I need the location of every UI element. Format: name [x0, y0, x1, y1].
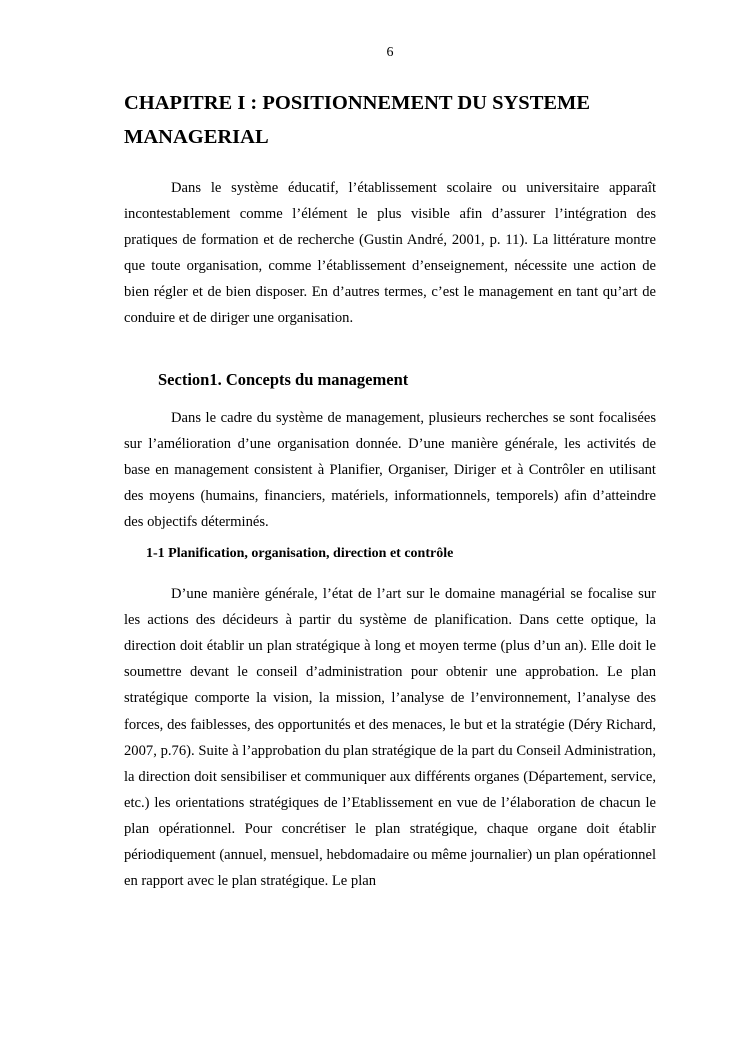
subsection-title: 1-1 Planification, organisation, direction et contrôle — [146, 546, 454, 562]
page-content — [124, 86, 656, 894]
subsection-body-paragraph: D’une manière générale, l’état de l’art sur le domaine managérial se focalise sur les actions des décideurs à partir du système de planification. Dans cette optique, la direction doit établir un plan stratégique à long et moyen terme (plus d’un an). Elle doit le soumettre devant le conseil d’administration pour obtenir une approbation. Le plan stratégique comporte la vision, la mission, l’analyse de l’environnement, l’analyse des forces, des faiblesses, des opportunités et des menaces, le but et la stratégie (Déry Richard, 2007, p.76). Suite à l’approbation du plan stratégique de la part du Conseil Administration, la direction doit sensibiliser et communiquer aux différents organes (Département, service, etc.) les orientations stratégiques de l’Etablissement en vue de l’élaboration de chacun le plan opérationnel. Pour concrétiser le plan stratégique, chaque organe doit établir périodiquement (annuel, mensuel, hebdomadaire ou même journalier) un plan opérationnel en rapport avec le plan stratégique. Le plan — [124, 586, 656, 890]
section-title: Section1. Concepts du management — [158, 369, 409, 389]
page-number: 6 — [386, 45, 394, 60]
chapter-title: CHAPITRE I : POSITIONNEMENT DU SYSTEME MANAGERIAL — [124, 92, 591, 148]
section-intro-paragraph: Dans le cadre du système de management, plusieurs recherches se sont focalisées sur l’amélioration d’une organisation donnée. D’une manière générale, les activités de base en management consistent à Planifier, Organiser, Diriger et à Contrôler en utilisant des moyens (humains, financiers, matériels, informationnels, temporels) afin d’atteindre des objectifs déterminés. — [124, 409, 656, 530]
chapter-intro-paragraph: Dans le système éducatif, l’établissement scolaire ou universitaire apparaît incontestablement comme l’élément le plus visible afin d’assurer l’intégration des pratiques de formation et de recherche (Gustin André, 2001, p. 11). La littérature montre que toute organisation, comme l’établissement d’enseignement, nécessite une action de bien régler et de bien disposer. En d’autres termes, c’est le management en tant qu’art de conduire et de diriger une organisation. — [124, 180, 656, 327]
